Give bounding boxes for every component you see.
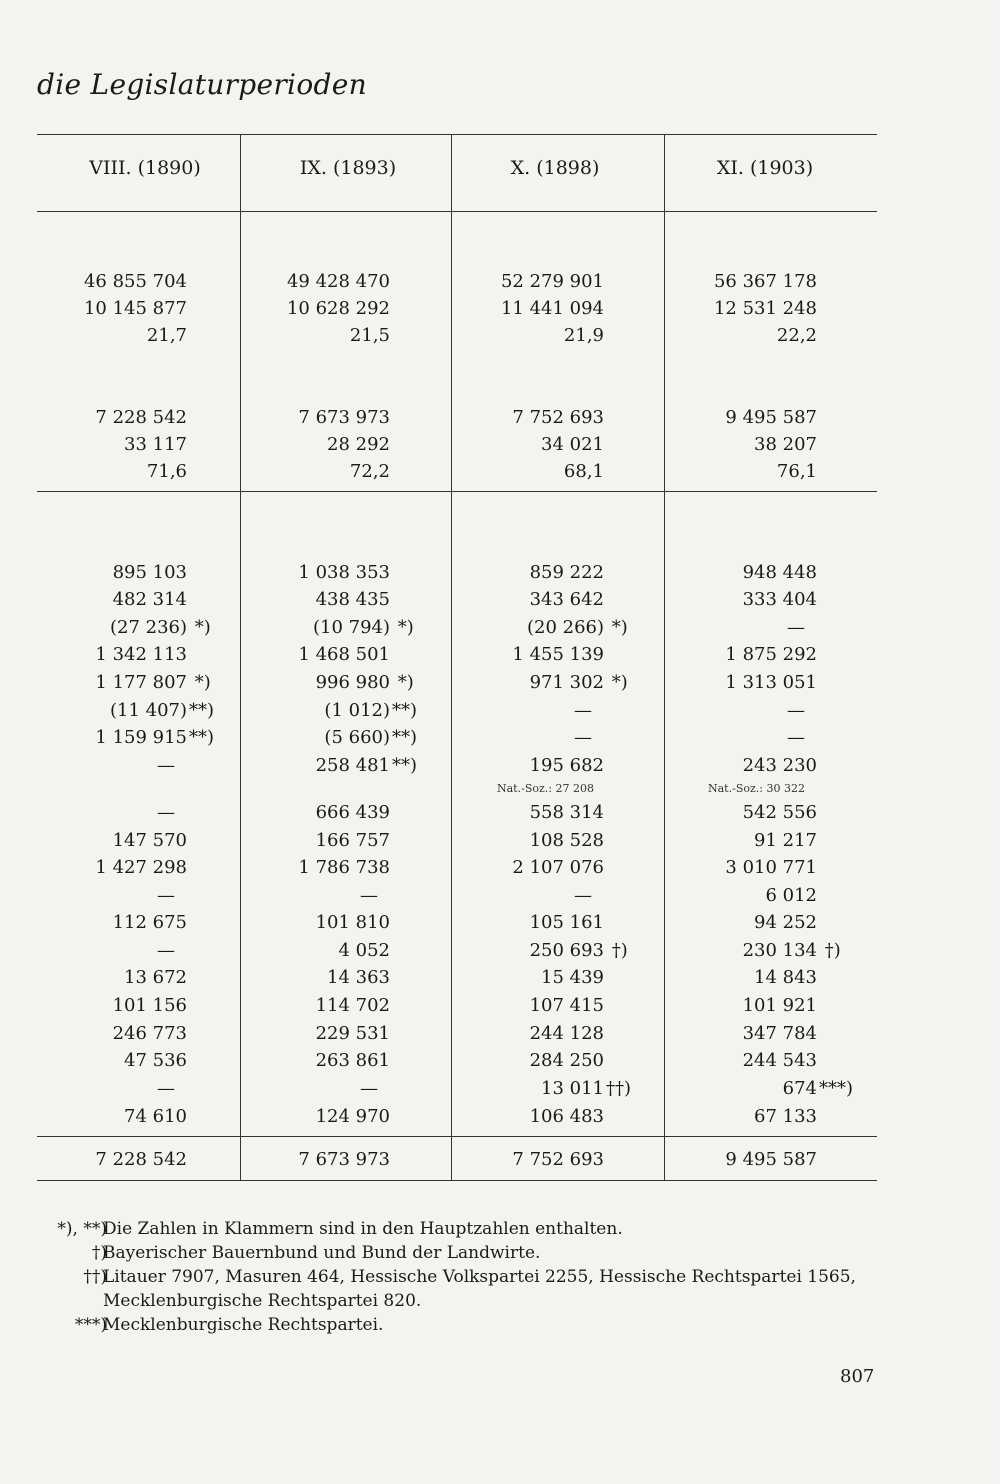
table-cell: 46 855 704	[83, 271, 187, 292]
footnote-text: Die Zahlen in Klammern sind in den Hauptzahlen enthalten.	[103, 1219, 623, 1239]
cell-footnote-marker: ††)	[606, 1078, 632, 1099]
table-cell: 56 367 178	[713, 271, 817, 292]
table-cell: 558 314	[529, 802, 604, 823]
table-cell: 4 052	[338, 940, 390, 961]
totals-top-rule	[37, 1136, 877, 1137]
table-cell: 28 292	[327, 434, 390, 455]
table-cell: 101 921	[742, 995, 817, 1016]
table-cell: 674	[782, 1078, 817, 1099]
table-cell: 166 757	[315, 830, 390, 851]
footnotes	[37, 1217, 897, 1337]
table-cell: 1 342 113	[95, 644, 187, 665]
table-cell: 971 302	[529, 672, 604, 693]
footnote	[37, 1217, 897, 1241]
table-cell: —	[574, 885, 592, 906]
table-cell: 230 134	[742, 940, 817, 961]
table-cell: 147 570	[112, 830, 187, 851]
table-cell: 14 843	[754, 967, 817, 988]
column-divider-2	[451, 134, 452, 1180]
table-cell: (10 794)	[312, 617, 390, 638]
table-cell: —	[157, 885, 175, 906]
cell-footnote-marker: **)	[189, 700, 215, 721]
section-heading: die Legislaturperioden	[37, 68, 367, 101]
footnote-mark: *), **)	[57, 1219, 107, 1239]
table-cell: —	[157, 755, 175, 776]
cell-footnote-marker: *)	[392, 617, 414, 638]
footnote-mark: ††)	[83, 1267, 107, 1287]
table-cell: 244 543	[742, 1050, 817, 1071]
table-cell: 895 103	[112, 562, 187, 583]
table-cell: (27 236)	[109, 617, 187, 638]
table-cell: 1 313 051	[725, 672, 817, 693]
table-cell: 94 252	[754, 912, 817, 933]
table-cell: 71,6	[146, 461, 187, 482]
cell-footnote-marker: *)	[189, 617, 211, 638]
table-cell: 482 314	[112, 589, 187, 610]
table-cell: 542 556	[742, 802, 817, 823]
table-cell: 7 752 693	[512, 407, 604, 428]
cell-footnote-marker: **)	[392, 755, 418, 776]
table-cell: 996 980	[315, 672, 390, 693]
table-cell: 10 628 292	[286, 298, 390, 319]
table-cell: (11 407)	[109, 700, 187, 721]
table-cell: (1 012)	[324, 700, 390, 721]
table-cell: —	[360, 1078, 378, 1099]
table-cell: —	[157, 940, 175, 961]
table-cell: (20 266)	[526, 617, 604, 638]
page-number: 807	[840, 1366, 875, 1387]
footnote-text: Litauer 7907, Masuren 464, Hessische Volkspartei 2255, Hessische Rechtspartei 1565, Mecklenburgische Rechtspartei 820.	[103, 1267, 856, 1311]
table-cell: 21,5	[349, 325, 390, 346]
table-cell: —	[574, 727, 592, 748]
table-cell: 1 159 915	[95, 727, 187, 748]
table-cell: 21,9	[563, 325, 604, 346]
table-cell: 263 861	[315, 1050, 390, 1071]
table-cell: 1 177 807	[95, 672, 187, 693]
table-cell: 52 279 901	[500, 271, 604, 292]
table-cell: 2 107 076	[512, 857, 604, 878]
table-cell: 67 133	[754, 1106, 817, 1127]
footnote	[37, 1265, 897, 1313]
table-cell: 258 481	[315, 755, 390, 776]
table-cell: 47 536	[124, 1050, 187, 1071]
table-cell: 250 693	[529, 940, 604, 961]
table-cell: 6 012	[765, 885, 817, 906]
table-cell: 3 010 771	[725, 857, 817, 878]
table-cell: 343 642	[529, 589, 604, 610]
cell-footnote-marker: *)	[392, 672, 414, 693]
natsoz-note-xi: Nat.-Soz.: 30 322	[708, 782, 805, 795]
table-cell: —	[787, 700, 805, 721]
column-divider-1	[240, 134, 241, 1180]
table-cell: 1 427 298	[95, 857, 187, 878]
footnote-text: Bayerischer Bauernbund und Bund der Landwirte.	[103, 1243, 541, 1263]
table-cell: (5 660)	[324, 727, 390, 748]
table-cell: 10 145 877	[83, 298, 187, 319]
table-cell: 1 875 292	[725, 644, 817, 665]
footnote-mark: ***)	[74, 1315, 107, 1335]
table-cell: 1 038 353	[298, 562, 390, 583]
footnote-mark: †)	[91, 1243, 107, 1263]
table-top-rule	[37, 134, 877, 135]
table-cell: 243 230	[742, 755, 817, 776]
table-cell: 91 217	[754, 830, 817, 851]
table-cell: 124 970	[315, 1106, 390, 1127]
group-divider-rule	[37, 491, 877, 492]
table-cell: 49 428 470	[286, 271, 390, 292]
cell-footnote-marker: *)	[606, 672, 628, 693]
cell-footnote-marker: *)	[606, 617, 628, 638]
footnote	[37, 1313, 897, 1337]
table-cell: 333 404	[742, 589, 817, 610]
table-cell: 107 415	[529, 995, 604, 1016]
table-cell: 11 441 094	[500, 298, 604, 319]
table-cell: 1 786 738	[298, 857, 390, 878]
column-header-x: X. (1898)	[510, 157, 600, 179]
table-cell: 68,1	[563, 461, 604, 482]
table-cell: 244 128	[529, 1023, 604, 1044]
column-header-xi: XI. (1903)	[716, 157, 814, 179]
header-bottom-rule	[37, 211, 877, 212]
table-cell: 101 810	[315, 912, 390, 933]
cell-footnote-marker: **)	[392, 727, 418, 748]
table-cell: 284 250	[529, 1050, 604, 1071]
table-cell: 114 702	[315, 995, 390, 1016]
table-cell: 21,7	[146, 325, 187, 346]
total-cell: 9 495 587	[725, 1149, 817, 1170]
table-cell: 859 222	[529, 562, 604, 583]
table-cell: 13 011	[541, 1078, 604, 1099]
table-cell: —	[787, 617, 805, 638]
table-cell: 9 495 587	[725, 407, 817, 428]
table-cell: 12 531 248	[713, 298, 817, 319]
table-cell: 195 682	[529, 755, 604, 776]
cell-footnote-marker: ***)	[819, 1078, 854, 1099]
table-cell: 22,2	[776, 325, 817, 346]
table-cell: 14 363	[327, 967, 390, 988]
table-cell: 13 672	[124, 967, 187, 988]
table-cell: 34 021	[541, 434, 604, 455]
table-cell: 112 675	[112, 912, 187, 933]
table-cell: 438 435	[315, 589, 390, 610]
table-cell: 106 483	[529, 1106, 604, 1127]
table-cell: 33 117	[124, 434, 187, 455]
cell-footnote-marker: †)	[819, 940, 841, 961]
table-cell: 246 773	[112, 1023, 187, 1044]
table-cell: 38 207	[754, 434, 817, 455]
total-cell: 7 228 542	[95, 1149, 187, 1170]
cell-footnote-marker: *)	[189, 672, 211, 693]
table-bottom-rule	[37, 1180, 877, 1181]
table-cell: 108 528	[529, 830, 604, 851]
column-divider-3	[664, 134, 665, 1180]
column-header-ix: IX. (1893)	[299, 157, 397, 179]
natsoz-note-x: Nat.-Soz.: 27 208	[497, 782, 594, 795]
table-cell: 74 610	[124, 1106, 187, 1127]
total-cell: 7 752 693	[512, 1149, 604, 1170]
table-cell: —	[574, 700, 592, 721]
table-cell: 229 531	[315, 1023, 390, 1044]
cell-footnote-marker: **)	[392, 700, 418, 721]
cell-footnote-marker: †)	[606, 940, 628, 961]
table-cell: 105 161	[529, 912, 604, 933]
table-cell: 101 156	[112, 995, 187, 1016]
footnote	[37, 1241, 897, 1265]
table-cell: 1 468 501	[298, 644, 390, 665]
table-cell: —	[360, 885, 378, 906]
cell-footnote-marker: **)	[189, 727, 215, 748]
table-cell: —	[157, 1078, 175, 1099]
table-cell: 347 784	[742, 1023, 817, 1044]
table-cell: 1 455 139	[512, 644, 604, 665]
footnote-text: Mecklenburgische Rechtspartei.	[103, 1315, 384, 1335]
table-cell: 666 439	[315, 802, 390, 823]
column-header-viii: VIII. (1890)	[89, 157, 201, 179]
table-cell: —	[157, 802, 175, 823]
table-cell: 7 228 542	[95, 407, 187, 428]
table-cell: —	[787, 727, 805, 748]
table-cell: 76,1	[776, 461, 817, 482]
table-cell: 72,2	[349, 461, 390, 482]
table-cell: 7 673 973	[298, 407, 390, 428]
table-cell: 948 448	[742, 562, 817, 583]
table-cell: 15 439	[541, 967, 604, 988]
total-cell: 7 673 973	[298, 1149, 390, 1170]
